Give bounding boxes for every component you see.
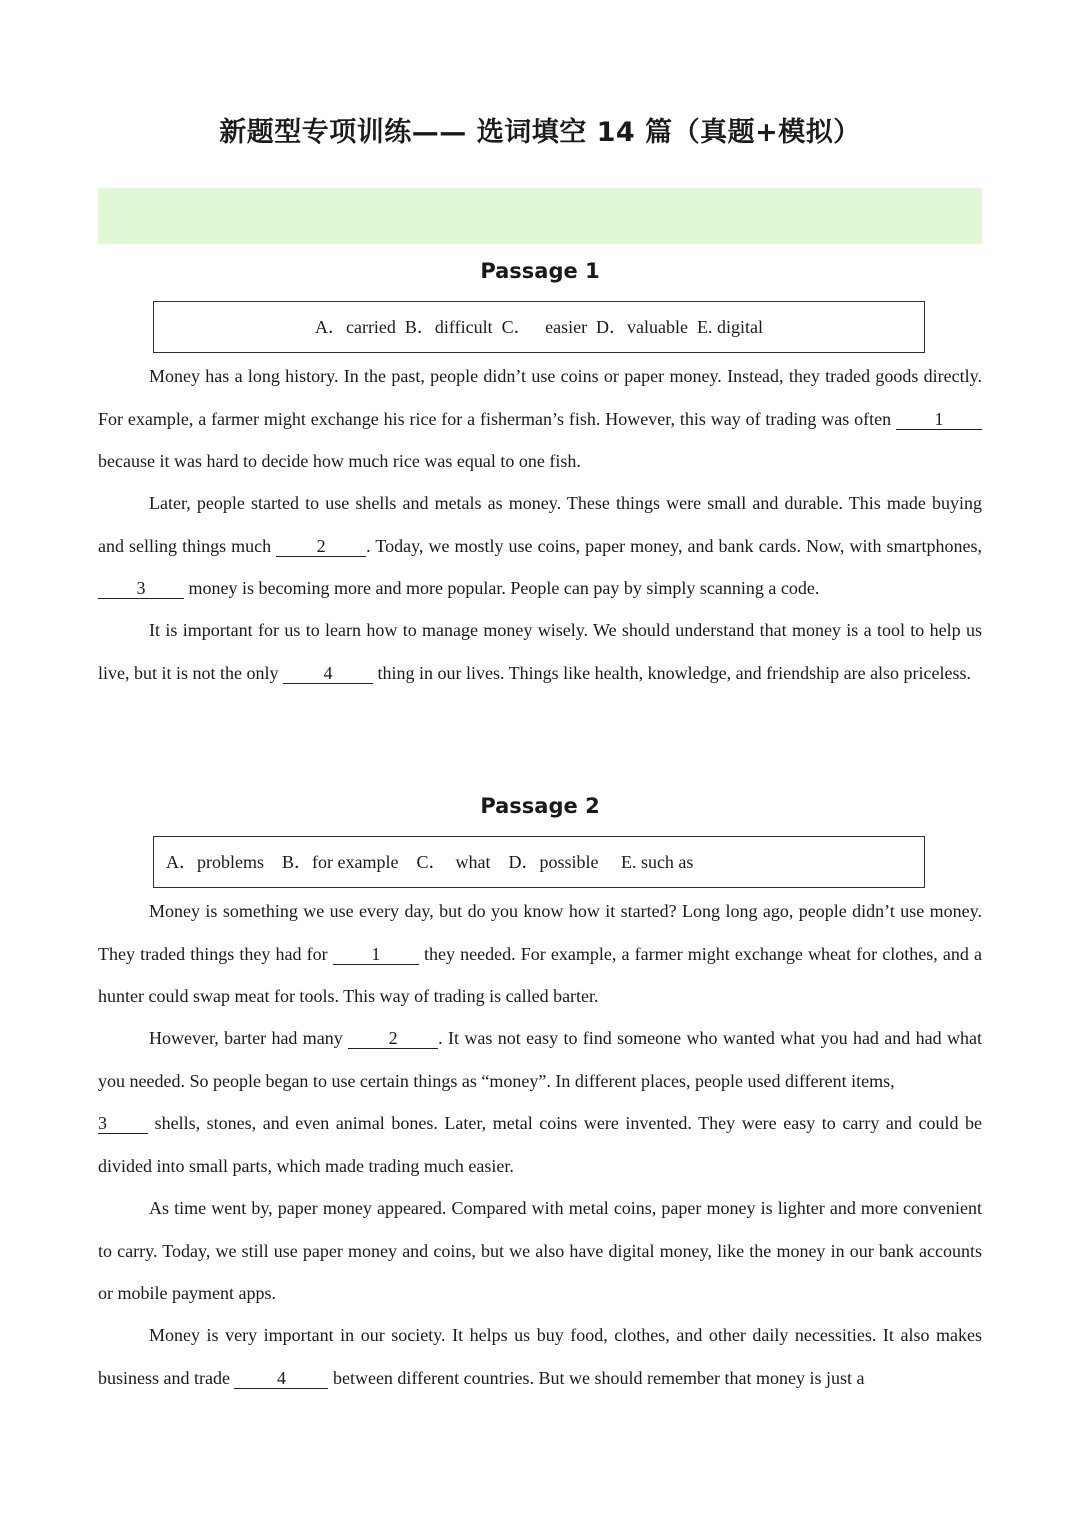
header-banner (98, 188, 982, 244)
blank-4: 4 (234, 1368, 328, 1389)
passage-2-paragraph-2-continued: 3 shells, stones, and even animal bones. Later, metal coins were invented. They were easy to carry and could be divided into small parts, which made trading much easier. (98, 1113, 982, 1176)
passage-2-heading: Passage 2 (480, 794, 600, 818)
passage-2-paragraph-3: As time went by, paper money appeared. Compared with metal coins, paper money is lighter and more convenient to carry. Today, we still use paper money and coins, but we also have digital money, like the money in our bank accounts or mobile payment apps. (98, 1198, 982, 1303)
passage-1-heading: Passage 1 (480, 259, 600, 283)
passage-2-word-bank: A．problems B．for example C． what D．possible E. such as (153, 836, 925, 888)
blank-3: 3 (98, 578, 184, 599)
passage-2-paragraph-1: Money is something we use every day, but do you know how it started? Long long ago, people didn’t use money. They traded things they had for 1 they needed. For example, a farmer might exchange wheat for clothes, and a hunter could swap meat for tools. This way of trading is called barter. (98, 901, 982, 1006)
blank-4: 4 (283, 663, 373, 684)
blank-1: 1 (333, 944, 419, 965)
passage-1-paragraph-2: Later, people started to use shells and metals as money. These things were small and durable. This made buying and selling things much 2 . Today, we mostly use coins, paper money, and bank cards. Now, with smartphones, 3 money is becoming more and more popular. People can pay by simply scanning a code. (98, 493, 982, 598)
passage-1-word-bank: A．carried B．difficult C． easier D．valuable E. digital (153, 301, 925, 353)
blank-2: 2 (276, 536, 366, 557)
blank-1: 1 (896, 409, 982, 430)
blank-3: 3 (98, 1113, 148, 1134)
document-title: 新题型专项训练—— 选词填空 14 篇（真题+模拟） (219, 117, 861, 148)
passage-1-paragraph-1: Money has a long history. In the past, people didn’t use coins or paper money. Instead, they traded goods directly. For example, a farmer might exchange his rice for a fisherman’s fish. However, this way of trading was often 1 because it was hard to decide how much rice was equal to one fish. (98, 366, 982, 471)
blank-2: 2 (348, 1028, 438, 1049)
passage-2-paragraph-2: However, barter had many 2 . It was not easy to find someone who wanted what you had and had what you needed. So people began to use certain things as “money”. In different places, people used different items, (98, 1028, 982, 1091)
passage-1-paragraph-3: It is important for us to learn how to manage money wisely. We should understand that money is a tool to help us live, but it is not the only 4 thing in our lives. Things like health, knowledge, and friendship are also priceless. (98, 620, 982, 683)
passage-2-paragraph-4: Money is very important in our society. It helps us buy food, clothes, and other daily necessities. It also makes business and trade 4 between different countries. But we should remember that money is just a (98, 1325, 982, 1388)
